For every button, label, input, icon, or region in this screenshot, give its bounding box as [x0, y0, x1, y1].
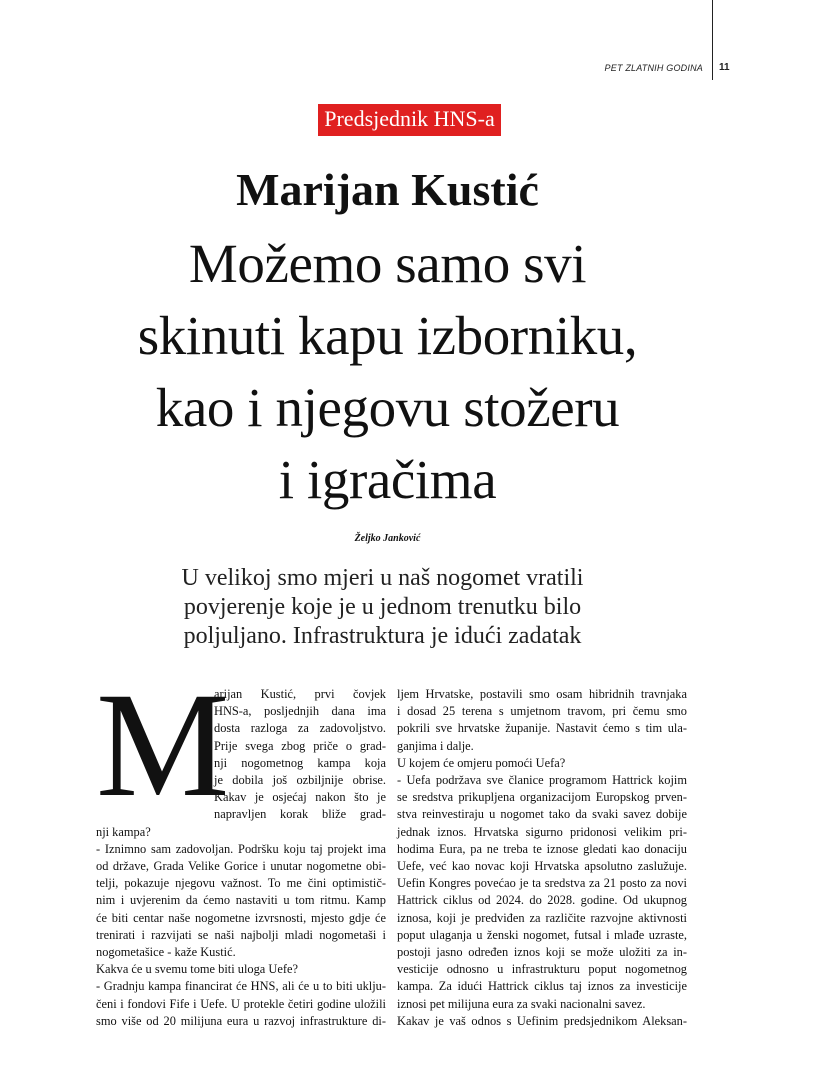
body-line: od države, Grada Velike Gorice i unutar nogometne obi-: [96, 859, 386, 874]
body-line: iznosa, koji je predviđen za različite razvojne aktivnosti: [397, 910, 687, 925]
body-line: - Iznimno sam zadovoljan. Podršku koju taj projekt ima: [96, 841, 386, 856]
body-line: smo više od 20 milijuna eura u razvoj infrastrukture di-: [96, 1013, 386, 1028]
body-line: ljem Hrvatske, postavili smo osam hibridnih travnjaka: [397, 687, 687, 701]
headline-line: i igračima: [278, 449, 497, 510]
body-line: trenirati i razvijati se naši najbolji mladi nogometaši i: [96, 927, 386, 942]
body-line: napravljen korak bliže grad-: [214, 807, 386, 822]
headline-line: Možemo samo svi: [188, 233, 587, 294]
body-line: i dosad 25 terena s umjetnom travom, pri čemu smo: [397, 704, 687, 719]
body-line: pokrili sve hrvatske županije. Nastavit ćemo s tim ula-: [397, 721, 687, 736]
body-line: U kojem će omjeru pomoći Uefa?: [397, 755, 566, 770]
headline-line: skinuti kapu izborniku,: [137, 305, 638, 366]
body-line: se sredstva prikupljena organizacijom Europskog prven-: [397, 790, 687, 805]
lede-line: poljuljano. Infrastruktura je idući zadatak: [183, 623, 582, 649]
body-line: HNS-a, posljednjih dana ima: [214, 704, 386, 719]
body-line: telji, pokazuje njegovu važnost. To me čini optimistič-: [96, 876, 386, 891]
kicker-label: Predsjednik HNS-a: [318, 104, 500, 136]
body-line: nim i uvjerenim da ćemo nastaviti u tom ritmu. Kamp: [96, 893, 386, 908]
headline: [0, 228, 775, 516]
lede: [0, 564, 765, 651]
body-line: Kakav je vaš odnos s Uefinim predsjednikom Aleksan-: [397, 1013, 687, 1028]
author-byline: Željko Janković: [354, 533, 421, 544]
lede-line: U velikoj smo mjeri u naš nogomet vratili: [181, 565, 584, 591]
interviewee-name: Marijan Kustić: [236, 164, 539, 215]
body-line: vesticije odnosno u infrastrukturu poput nogometnog: [397, 962, 687, 977]
body-line: ganjima i dalje.: [397, 738, 474, 753]
body-line: je dobila još ozbiljnije obrise.: [214, 773, 386, 788]
section-label: PET ZLATNIH GODINA: [604, 63, 703, 73]
body-line: hodima Eura, pa ne treba te iznose gledati kao donaciju: [397, 841, 687, 856]
body-line: nogometašice - kaže Kustić.: [96, 945, 236, 960]
body-line: kampa. Za idući Hattrick ciklus taj iznos za investicije: [397, 979, 687, 994]
body-line: Kakav je osjećaj nakon što je: [214, 790, 386, 805]
body-line: Kakva će u svemu tome biti uloga Uefe?: [96, 962, 298, 977]
drop-cap: M: [96, 662, 230, 828]
body-line: Prije svega zbog priče o grad-: [214, 738, 386, 753]
lede-line: povjerenje koje je u jednom trenutku bilo: [183, 594, 582, 620]
body-line: će biti centar naše nogometne izvrsnosti, mjesto gdje će: [96, 910, 386, 925]
body-line: arijan Kustić, prvi čovjek: [214, 687, 386, 701]
body-line: - Gradnju kampa financirat će HNS, ali će u to biti uklju-: [96, 979, 386, 994]
body-column-right: [397, 686, 687, 1030]
body-line: stva reinvestiraju u nogomet tako da svaki savez dobije: [397, 807, 687, 822]
body-line: - Uefa podržava sve članice programom Hattrick kojim: [397, 773, 687, 788]
body-line: iznosi pet milijuna eura za svaki nacionalni savez.: [397, 996, 646, 1011]
kicker-container: [0, 104, 819, 136]
page-number: 11: [719, 62, 730, 73]
body-line: dosta razloga za zadovoljstvo.: [214, 721, 386, 736]
body-line: čeni i fondovi Fife i Uefe. U protekle četiri godine uložili: [96, 996, 386, 1011]
body-line: Hattrick ciklus od 2024. do 2028. godine. Od ukupnog: [397, 893, 687, 908]
header-divider: [712, 0, 713, 80]
body-line: nji kampa?: [96, 824, 151, 839]
body-line: Uefe, već kao novac koji Hrvatska apsolutno zaslužuje.: [397, 859, 687, 874]
body-line: jednak iznos. Hrvatska sigurno pridonosi velikim pri-: [397, 824, 687, 839]
body-line: Uefin Kongres povećao je ta sredstva za 21 posto za novi: [397, 876, 687, 891]
body-line: nji nogometnog kampa koja: [214, 755, 386, 770]
body-line: poput ulaganja u ženski nogomet, futsal i mlađe uzraste,: [397, 927, 687, 942]
body-line: postoji jasno određen iznos koji se može uložiti za in-: [397, 945, 687, 960]
headline-line: kao i njegovu stožeru: [155, 377, 620, 438]
body-column-left: [96, 686, 386, 1030]
